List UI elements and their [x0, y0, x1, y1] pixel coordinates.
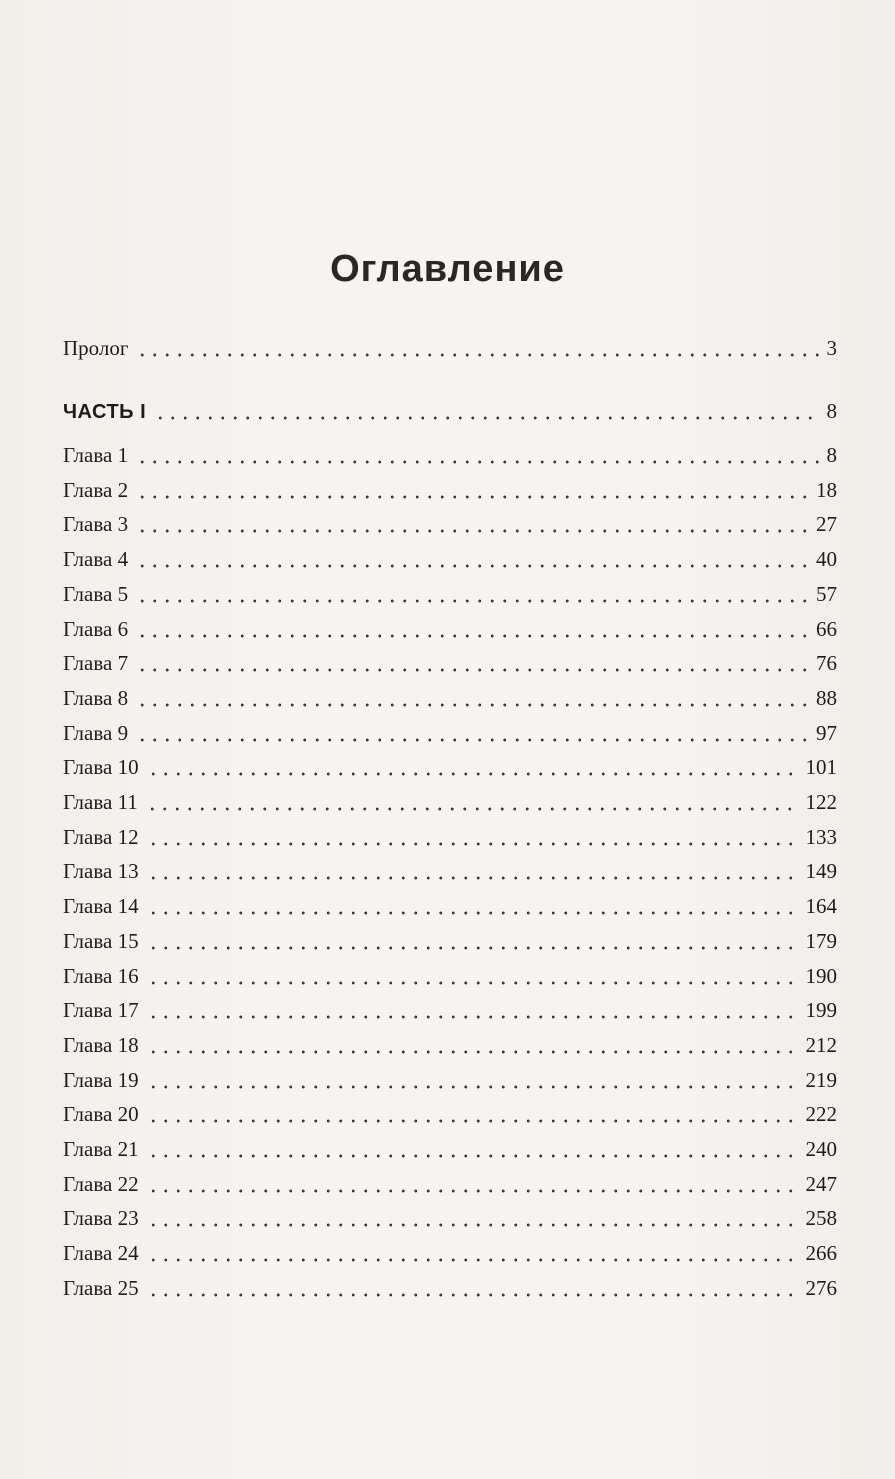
toc-entry: [63, 964, 837, 994]
toc-entry-label: Глава 20: [63, 1102, 139, 1126]
toc-entry: [63, 998, 837, 1028]
toc-entry-label: Глава 18: [63, 1033, 139, 1057]
toc-entry-page-number: 27: [816, 512, 837, 536]
dot-leader: [146, 807, 798, 811]
toc-entry: [63, 651, 837, 681]
toc-entry-label: ЧАСТЬ I: [63, 401, 147, 423]
toc-entry-label: Глава 11: [63, 790, 138, 814]
toc-entry: [63, 617, 837, 647]
toc-entry-label: Глава 15: [63, 929, 139, 953]
toc-entry-page-number: 276: [805, 1276, 837, 1300]
toc-entry-page-number: 101: [805, 755, 837, 779]
dot-leader: [147, 876, 798, 880]
toc-entry: [63, 1068, 837, 1098]
toc-entry-page-number: 149: [805, 859, 837, 883]
toc-entry: [63, 1102, 837, 1132]
dot-leader: [147, 842, 798, 846]
dot-leader: [147, 1293, 798, 1297]
toc-entry-page-number: 164: [805, 894, 837, 918]
toc-entry: [63, 859, 837, 889]
toc-entry-label: Глава 19: [63, 1068, 139, 1092]
toc-entry-label: Глава 12: [63, 825, 139, 849]
toc-part-heading: [63, 399, 837, 429]
toc-entry-page-number: 88: [816, 686, 837, 710]
toc-entry-page-number: 18: [816, 478, 837, 502]
dot-leader: [147, 946, 798, 950]
toc-entry-page-number: 240: [805, 1137, 837, 1161]
toc-entry-page-number: 57: [816, 582, 837, 606]
toc-entry: [63, 1033, 837, 1063]
toc-entry-page-number: 222: [805, 1102, 837, 1126]
dot-leader: [147, 1050, 798, 1054]
toc-entry: [63, 1276, 837, 1306]
toc-entry: [63, 547, 837, 577]
toc-entry-label: Глава 24: [63, 1241, 139, 1265]
toc-entry: [63, 1137, 837, 1167]
toc-entry: [63, 929, 837, 959]
toc-entry-page-number: 3: [826, 336, 837, 360]
dot-leader: [136, 495, 808, 499]
toc-entry-label: Глава 2: [63, 478, 129, 502]
toc-entry-label: Глава 13: [63, 859, 139, 883]
toc-entry-page-number: 66: [816, 617, 837, 641]
dot-leader: [147, 772, 798, 776]
toc-entry: [63, 686, 837, 716]
dot-leader: [147, 1223, 798, 1227]
toc-entry: [63, 894, 837, 924]
dot-leader: [147, 1154, 798, 1158]
toc-entry-label: Глава 23: [63, 1206, 139, 1230]
dot-leader: [147, 1085, 798, 1089]
dot-leader: [154, 416, 818, 420]
toc-entry-page-number: 122: [805, 790, 837, 814]
toc-entry-page-number: 247: [805, 1172, 837, 1196]
toc-entry: [63, 336, 837, 366]
dot-leader: [136, 668, 808, 672]
toc-entry-page-number: 133: [805, 825, 837, 849]
dot-leader: [147, 911, 798, 915]
toc-entry-page-number: 40: [816, 547, 837, 571]
toc-entry-page-number: 76: [816, 651, 837, 675]
dot-leader: [136, 564, 808, 568]
toc-entry-label: Глава 4: [63, 547, 129, 571]
dot-leader: [136, 703, 808, 707]
toc-entry-page-number: 219: [805, 1068, 837, 1092]
toc-entry: [63, 721, 837, 751]
dot-leader: [136, 353, 818, 357]
toc-entry-label: Глава 25: [63, 1276, 139, 1300]
toc-entry-page-number: 199: [805, 998, 837, 1022]
toc-entry-label: Глава 22: [63, 1172, 139, 1196]
toc-entry-label: Глава 7: [63, 651, 129, 675]
toc-entry-page-number: 8: [826, 399, 837, 423]
toc-entry-label: Глава 1: [63, 443, 129, 467]
dot-leader: [136, 529, 808, 533]
page-title: Оглавление: [330, 248, 565, 290]
dot-leader: [147, 981, 798, 985]
toc-entry-label: Глава 21: [63, 1137, 139, 1161]
toc-entry: [63, 790, 837, 820]
toc-entry-page-number: 190: [805, 964, 837, 988]
toc-entry-label: Глава 5: [63, 582, 129, 606]
toc-entry: [63, 755, 837, 785]
toc-entry-label: Глава 9: [63, 721, 129, 745]
toc-entry-label: Глава 16: [63, 964, 139, 988]
toc-entry-page-number: 258: [805, 1206, 837, 1230]
toc-entry-label: Глава 14: [63, 894, 139, 918]
toc-entry: [63, 825, 837, 855]
toc-entry-label: Глава 6: [63, 617, 129, 641]
toc-entry: [63, 1206, 837, 1236]
toc-entry-page-number: 179: [805, 929, 837, 953]
toc-entry-label: Глава 8: [63, 686, 129, 710]
toc-entry: [63, 443, 837, 473]
toc-entry-label: Глава 10: [63, 755, 139, 779]
toc-entry-label: Пролог: [63, 336, 129, 360]
toc-entry-page-number: 266: [805, 1241, 837, 1265]
toc-entry-page-number: 8: [826, 443, 837, 467]
dot-leader: [136, 599, 808, 603]
toc-entry-page-number: 212: [805, 1033, 837, 1057]
dot-leader: [136, 634, 808, 638]
toc-entry: [63, 478, 837, 508]
toc-entry-label: Глава 3: [63, 512, 129, 536]
toc-entry: [63, 512, 837, 542]
dot-leader: [136, 738, 808, 742]
dot-leader: [147, 1258, 798, 1262]
dot-leader: [136, 460, 818, 464]
toc-entry: [63, 582, 837, 612]
toc-entry-label: Глава 17: [63, 998, 139, 1022]
toc-entry-page-number: 97: [816, 721, 837, 745]
dot-leader: [147, 1119, 798, 1123]
dot-leader: [147, 1015, 798, 1019]
dot-leader: [147, 1189, 798, 1193]
toc-entry: [63, 1241, 837, 1271]
toc-entry: [63, 1172, 837, 1202]
